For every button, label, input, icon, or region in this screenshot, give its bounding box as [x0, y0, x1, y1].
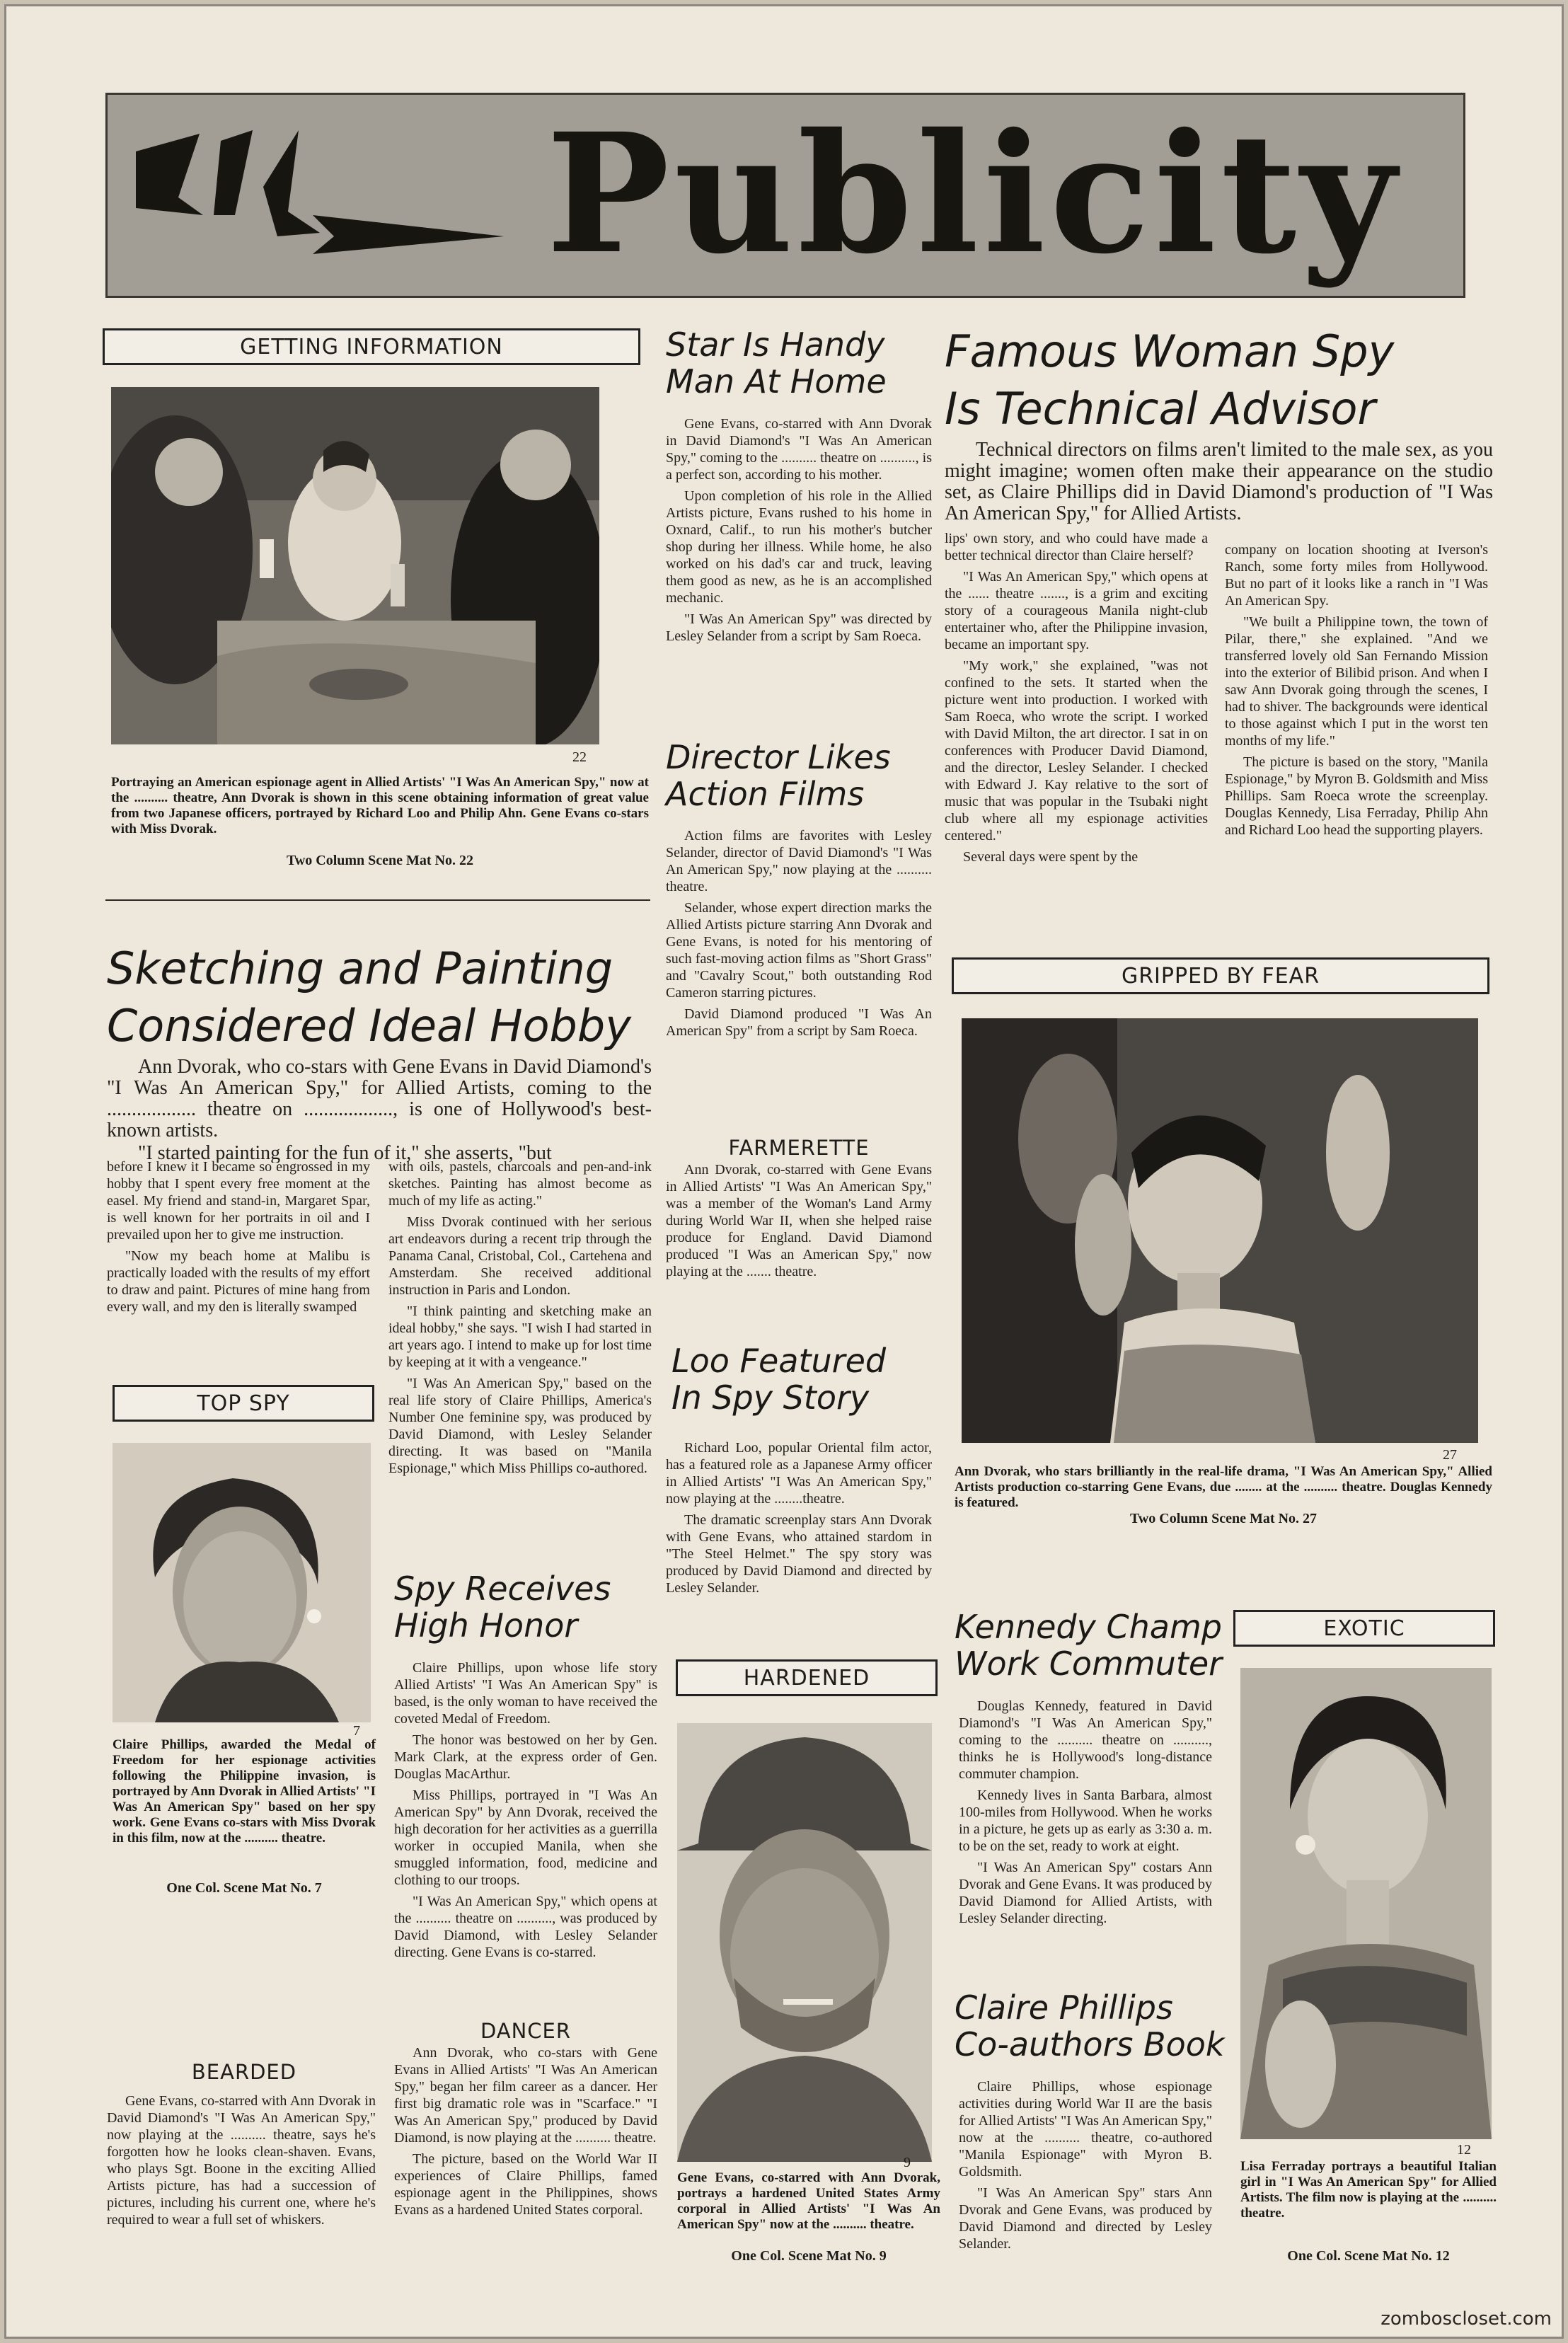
article-sketching-col1 [107, 1158, 370, 1357]
article-famous-woman-spy-lead [945, 439, 1493, 524]
headline-claire-book [955, 1989, 1225, 2063]
article-claire-book [959, 2078, 1212, 2262]
paragraph: Claire Phillips, upon whose life story Allied Artists' "I Was An American Spy" is based, is the only woman to have received the coveted Medal of Freedom. [394, 1660, 657, 1727]
paragraph: Selander, whose expert direction marks the Allied Artists picture starring Ann Dvorak and Gene Evans, is noted for his mentoring of such fast-moving action films as "Short Grass" and "Cavalry Scout," both outstanding Rod Cameron starring pictures. [666, 900, 932, 1001]
paragraph: with oils, pastels, charcoals and pen-and-ink sketches. Painting has almost become as much of my life as acting." [388, 1159, 652, 1209]
paragraph: Kennedy lives in Santa Barbara, almost 100-miles from Hollywood. When he works in a picture, he gets up as early as 3:30 a. m. to be on the set, ready to work at eight. [959, 1788, 1212, 1854]
masthead-title: Publicity [546, 97, 1400, 290]
article-loo-featured [666, 1439, 932, 1662]
photo-hardened [677, 1723, 932, 2162]
paragraph: before I knew it I became so engrossed in my hobby that I spent every free moment at the easel. My friend and stand-in, Margaret Spar, is well known for her portraits in oil and I prevailed upon her to give me instruction. [107, 1159, 370, 1243]
label-getting-information: GETTING INFORMATION [103, 328, 640, 365]
headline-sketching [107, 940, 631, 1054]
headline-line: Kennedy Champ [955, 1608, 1222, 1646]
label-hardened: HARDENED [676, 1659, 938, 1696]
headline-line: Spy Receives [394, 1570, 611, 1608]
paragraph: Ann Dvorak, co-starred with Gene Evans in Allied Artists' "I Was An American Spy," was a member of the Woman's Land Army during World War II, when she helped raise produce for England. David Diamond produced "I Was an American Spy," now playing at the ....... theatre. [666, 1162, 932, 1279]
paragraph: "I Was An American Spy" was directed by Lesley Selander from a script by Sam Roeca. [666, 611, 932, 644]
paragraph: "I Was An American Spy" stars Ann Dvorak and Gene Evans, was produced by David Diamond and directed by Lesley Selander. [959, 2185, 1212, 2252]
subhead-farmerette: FARMERETTE [728, 1136, 870, 1160]
subhead-dancer: DANCER [480, 2019, 572, 2043]
paragraph: The picture is based on the story, "Manila Espionage," by Myron B. Goldsmith and Miss Phillips. Sam Roeca wrote the screenplay. Douglas Kennedy, Lisa Ferraday, Philip Ahn and Richard Loo head the supporting players. [1225, 754, 1488, 838]
paragraph: "I think painting and sketching make an ideal hobby," she says. "I wish I had started in art years ago. I intend to make up for lost time by keeping at it with a vengeance." [388, 1303, 652, 1370]
headline-line: Famous Woman Spy [945, 326, 1395, 377]
headline-kennedy [955, 1608, 1222, 1683]
paragraph: Several days were spent by the [963, 849, 1138, 865]
paragraph: "I Was An American Spy" costars Ann Dvorak and Gene Evans. It was produced by David Diamond for Allied Artists, with Lesley Selander directing. [959, 1860, 1212, 1926]
press-sheet-page [4, 4, 1564, 2339]
paragraph: Technical directors on films aren't limited to the male sex, as you might imagine; women often make their appearance on the studio set, as Claire Phillips did in David Diamond's production of "I Was An American Spy," for Allied Artists. [945, 439, 1493, 524]
caption-hardened: Gene Evans, co-starred with Ann Dvorak, portrays a hardened United States Army corporal in Allied Artists' "I Was An American Spy" now at the .......... theatre. [677, 2170, 940, 2232]
paragraph: "I Was An American Spy," which opens at the ...... theatre ......., is a grim and exciting story of a courageous Manila night-club entertainer who, after the Philippine invasion, became an important spy. [945, 569, 1208, 652]
photo-exotic [1240, 1668, 1492, 2139]
caption-getting-information: Portraying an American espionage agent in Allied Artists' "I Was An American Spy," now at the .......... theatre, Ann Dvorak is shown in this scene obtaining information of great value from two Japanese officers, portrayed by Richard Loo and Philip Ahn. Gene Evans co-stars with Miss Dvorak. [111, 775, 649, 836]
paragraph: Action films are favorites with Lesley Selander, director of David Diamond's "I Was An American Spy," now playing at the .......... theatre. [666, 828, 932, 894]
headline-line: In Spy Story [671, 1378, 870, 1417]
headline-spy-receives [394, 1570, 611, 1645]
masthead-arrow-ornament [136, 130, 504, 265]
article-star-handy [666, 415, 932, 709]
headline-line: Is Technical Advisor [945, 382, 1376, 434]
paragraph: "I started painting for the fun of it," she asserts, "but [138, 1142, 552, 1163]
headline-line: Claire Phillips [955, 1988, 1173, 2027]
label-gripped-by-fear: GRIPPED BY FEAR [952, 957, 1489, 994]
subhead-bearded: BEARDED [191, 2060, 297, 2084]
paragraph: Miss Dvorak continued with her serious art endeavors during a recent trip through the Panama Canal, Cristobal, Col., Cartehena and Amsterdam. She received additional instruction in Paris and London. [388, 1214, 652, 1298]
article-famous-woman-spy-col2 [1225, 541, 1488, 912]
paragraph: lips' own story, and who could have made a better technical director than Claire herself? [945, 531, 1208, 563]
label-exotic: EXOTIC [1233, 1610, 1495, 1647]
headline-line: High Honor [394, 1606, 578, 1645]
paragraph: "I Was An American Spy," based on the real life story of Claire Phillips, America's Number One feminine spy, was produced by David Diamond, with Lesley Selander directing. It was based on "Manila Espionage," which Miss Phillips co-authored. [388, 1376, 652, 1476]
caption-gripped-by-fear: Ann Dvorak, who stars brilliantly in the real-life drama, "I Was An American Spy," Allied Artists production co-starring Gene Evans, due ........ at the .......... theatre. Douglas Kennedy is featured. [955, 1464, 1492, 1510]
article-kennedy [959, 1698, 1212, 1998]
paragraph: Ann Dvorak, who co-stars with Gene Evans in Allied Artists' "I Was An American Spy," began her film career as a dancer. Her first big dramatic role was in "Scarface." "I Was An American Spy," produced by David Diamond, is now playing at the .......... theatre. [394, 2045, 657, 2146]
photo-number-12: 12 [1457, 2142, 1471, 2158]
paragraph: Ann Dvorak, who co-stars with Gene Evans in David Diamond's "I Was An American Spy," for Allied Artists, coming to the .................. theatre on .................., is one of Hollywood's best-known artists. [107, 1057, 652, 1141]
photo-number-22: 22 [572, 749, 587, 765]
mat-exotic: One Col. Scene Mat No. 12 [1287, 2248, 1450, 2264]
mat-getting-information: Two Column Scene Mat No. 22 [286, 853, 474, 868]
article-spy-receives [394, 1659, 657, 2052]
headline-loo-featured [671, 1342, 886, 1417]
caption-exotic: Lisa Ferraday portrays a beautiful Italian girl in "I Was An American Spy" for Allied Artists. The film now is playing at the .......... theatre. [1240, 2159, 1497, 2221]
article-famous-woman-spy-col1 [945, 530, 1208, 912]
headline-line: Work Commuter [955, 1645, 1223, 1683]
paragraph: "We built a Philippine town, the town of Pilar, there," she explained. "And we transferred lovely old San Fernando Mission into the exterior of Bilibid prison. And when I saw Ann Dvorak going through the scenes, I had to shiver. The backgrounds were identical to those against which I put in the worst ten months of my life." [1225, 614, 1488, 749]
divider [105, 899, 650, 901]
headline-director-likes [666, 739, 891, 813]
paragraph: David Diamond produced "I Was An American Spy" from a script by Sam Roeca. [666, 1006, 932, 1039]
paragraph: Gene Evans, co-starred with Ann Dvorak in David Diamond's "I Was An American Spy," now playing at the .......... theatre, says he's forgotten how he looks clean-shaven. Evans, who plays Sgt. Boone in the exciting Allied Artists picture, has had a succession of pictures, including his current one, where he's required to wear a full set of whiskers. [107, 2093, 376, 2228]
paragraph: "Now my beach home at Malibu is practically loaded with the results of my effort to draw and paint. Pictures of mine hang from every wall, and my den is literally swamped [107, 1248, 370, 1315]
photo-getting-information [111, 387, 599, 744]
photo-number-9: 9 [904, 2155, 911, 2170]
paragraph: The dramatic screenplay stars Ann Dvorak with Gene Evans, who attained stardom in "The Steel Helmet." The spy story was produced by David Diamond and directed by Lesley Selander. [666, 1512, 932, 1596]
photo-top-spy [113, 1443, 371, 1722]
paragraph: Upon completion of his role in the Allied Artists picture, Evans rushed to his home in Oxnard, Calif., to run his mother's butcher shop during her illness. While home, he also worked on his dad's car and truck, leaving them good as new, as he is an accomplished mechanic. [666, 488, 932, 606]
photo-number-27: 27 [1443, 1447, 1457, 1463]
headline-line: Considered Ideal Hobby [107, 999, 631, 1052]
headline-line: Loo Featured [671, 1342, 887, 1380]
paragraph: "I Was An American Spy," which opens at the .......... theatre on .........., was produced by David Diamond, with Lesley Selander directing. Gene Evans is co-starred. [394, 1894, 657, 1960]
article-sketching-lead [107, 1057, 652, 1163]
headline-famous-woman-spy [945, 323, 1394, 437]
paragraph: Gene Evans, co-starred with Ann Dvorak in David Diamond's "I Was An American Spy," coming to the .......... theatre on .........., is a perfect son, according to his mother. [666, 416, 932, 483]
paragraph: Richard Loo, popular Oriental film actor, has a featured role as a Japanese Army officer in Allied Artists' "I Was An American Spy," now playing at the ........theatre. [666, 1440, 932, 1507]
headline-line: Co-authors Book [955, 2025, 1225, 2064]
headline-line: Sketching and Painting [107, 943, 613, 994]
paragraph: company on location shooting at Iverson's Ranch, some forty miles from Hollywood. But no part of it looks like a ranch in "I Was An American Spy. [1225, 542, 1488, 609]
photo-gripped-by-fear [962, 1018, 1478, 1443]
paragraph: Douglas Kennedy, featured in David Diamond's "I Was An American Spy," coming to the .......... theatre on .........., thinks he is Hollywood's long-distance commuter champion. [959, 1698, 1212, 1782]
article-bearded [107, 2092, 376, 2255]
mat-top-spy: One Col. Scene Mat No. 7 [166, 1880, 322, 1896]
headline-line: Man At Home [666, 362, 887, 401]
paragraph: The honor was bestowed on her by Gen. Mark Clark, at the express order of Gen. Douglas MacArthur. [394, 1732, 657, 1782]
photo-number-7: 7 [353, 1723, 360, 1739]
headline-star-handy [666, 326, 887, 401]
mat-gripped-by-fear: Two Column Scene Mat No. 27 [1129, 1511, 1318, 1526]
mat-hardened: One Col. Scene Mat No. 9 [731, 2248, 887, 2264]
article-sketching-col2 [388, 1158, 652, 1546]
headline-line: Action Films [666, 775, 865, 814]
article-farmerette [666, 1161, 932, 1317]
headline-line: Director Likes [666, 738, 891, 776]
masthead [105, 93, 1465, 298]
headline-line: Star Is Handy [666, 326, 885, 364]
paragraph: Claire Phillips, whose espionage activities during World War II are the basis for Allied Artists' "I Was An American Spy," now at the .......... theatre, co-authored "Manila Espionage" with Myron B. Goldsmith. [959, 2079, 1212, 2180]
article-dancer [394, 2044, 657, 2257]
label-top-spy: TOP SPY [113, 1385, 374, 1422]
footer-url[interactable]: zomboscloset.com [1380, 2308, 1552, 2330]
paragraph: The picture, based on the World War II experiences of Claire Phillips, famed espionage agent in the Philippines, shows Evans as a hardened United States corporal. [394, 2151, 657, 2218]
caption-top-spy: Claire Phillips, awarded the Medal of Freedom for her espionage activities following the Philippine invasion, is portrayed by Ann Dvorak in Allied Artists' "I Was An American Spy" based on her spy work. Gene Evans co-stars with Miss Dvorak in this film, now at the .......... theatre. [113, 1737, 376, 1846]
paragraph: Miss Phillips, portrayed in "I Was An American Spy" by Ann Dvorak, received the high decoration for her activities as a guerrilla worker in occupied Manila, when she smuggled information, food, medicine and clothing to our troops. [394, 1788, 657, 1888]
article-director-likes [666, 827, 932, 1107]
paragraph: "My work," she explained, "was not confined to the sets. It started when the picture went into production. I worked with Sam Roeca, who wrote the script. I worked with David Milton, the art director. I sat in on conferences with Producer David Diamond, and the director, Lesley Selander. I checked with Edward J. Kay relative to the sort of music that was popular in the Tsubaki night club where all my espionage activities centered." [945, 658, 1208, 844]
